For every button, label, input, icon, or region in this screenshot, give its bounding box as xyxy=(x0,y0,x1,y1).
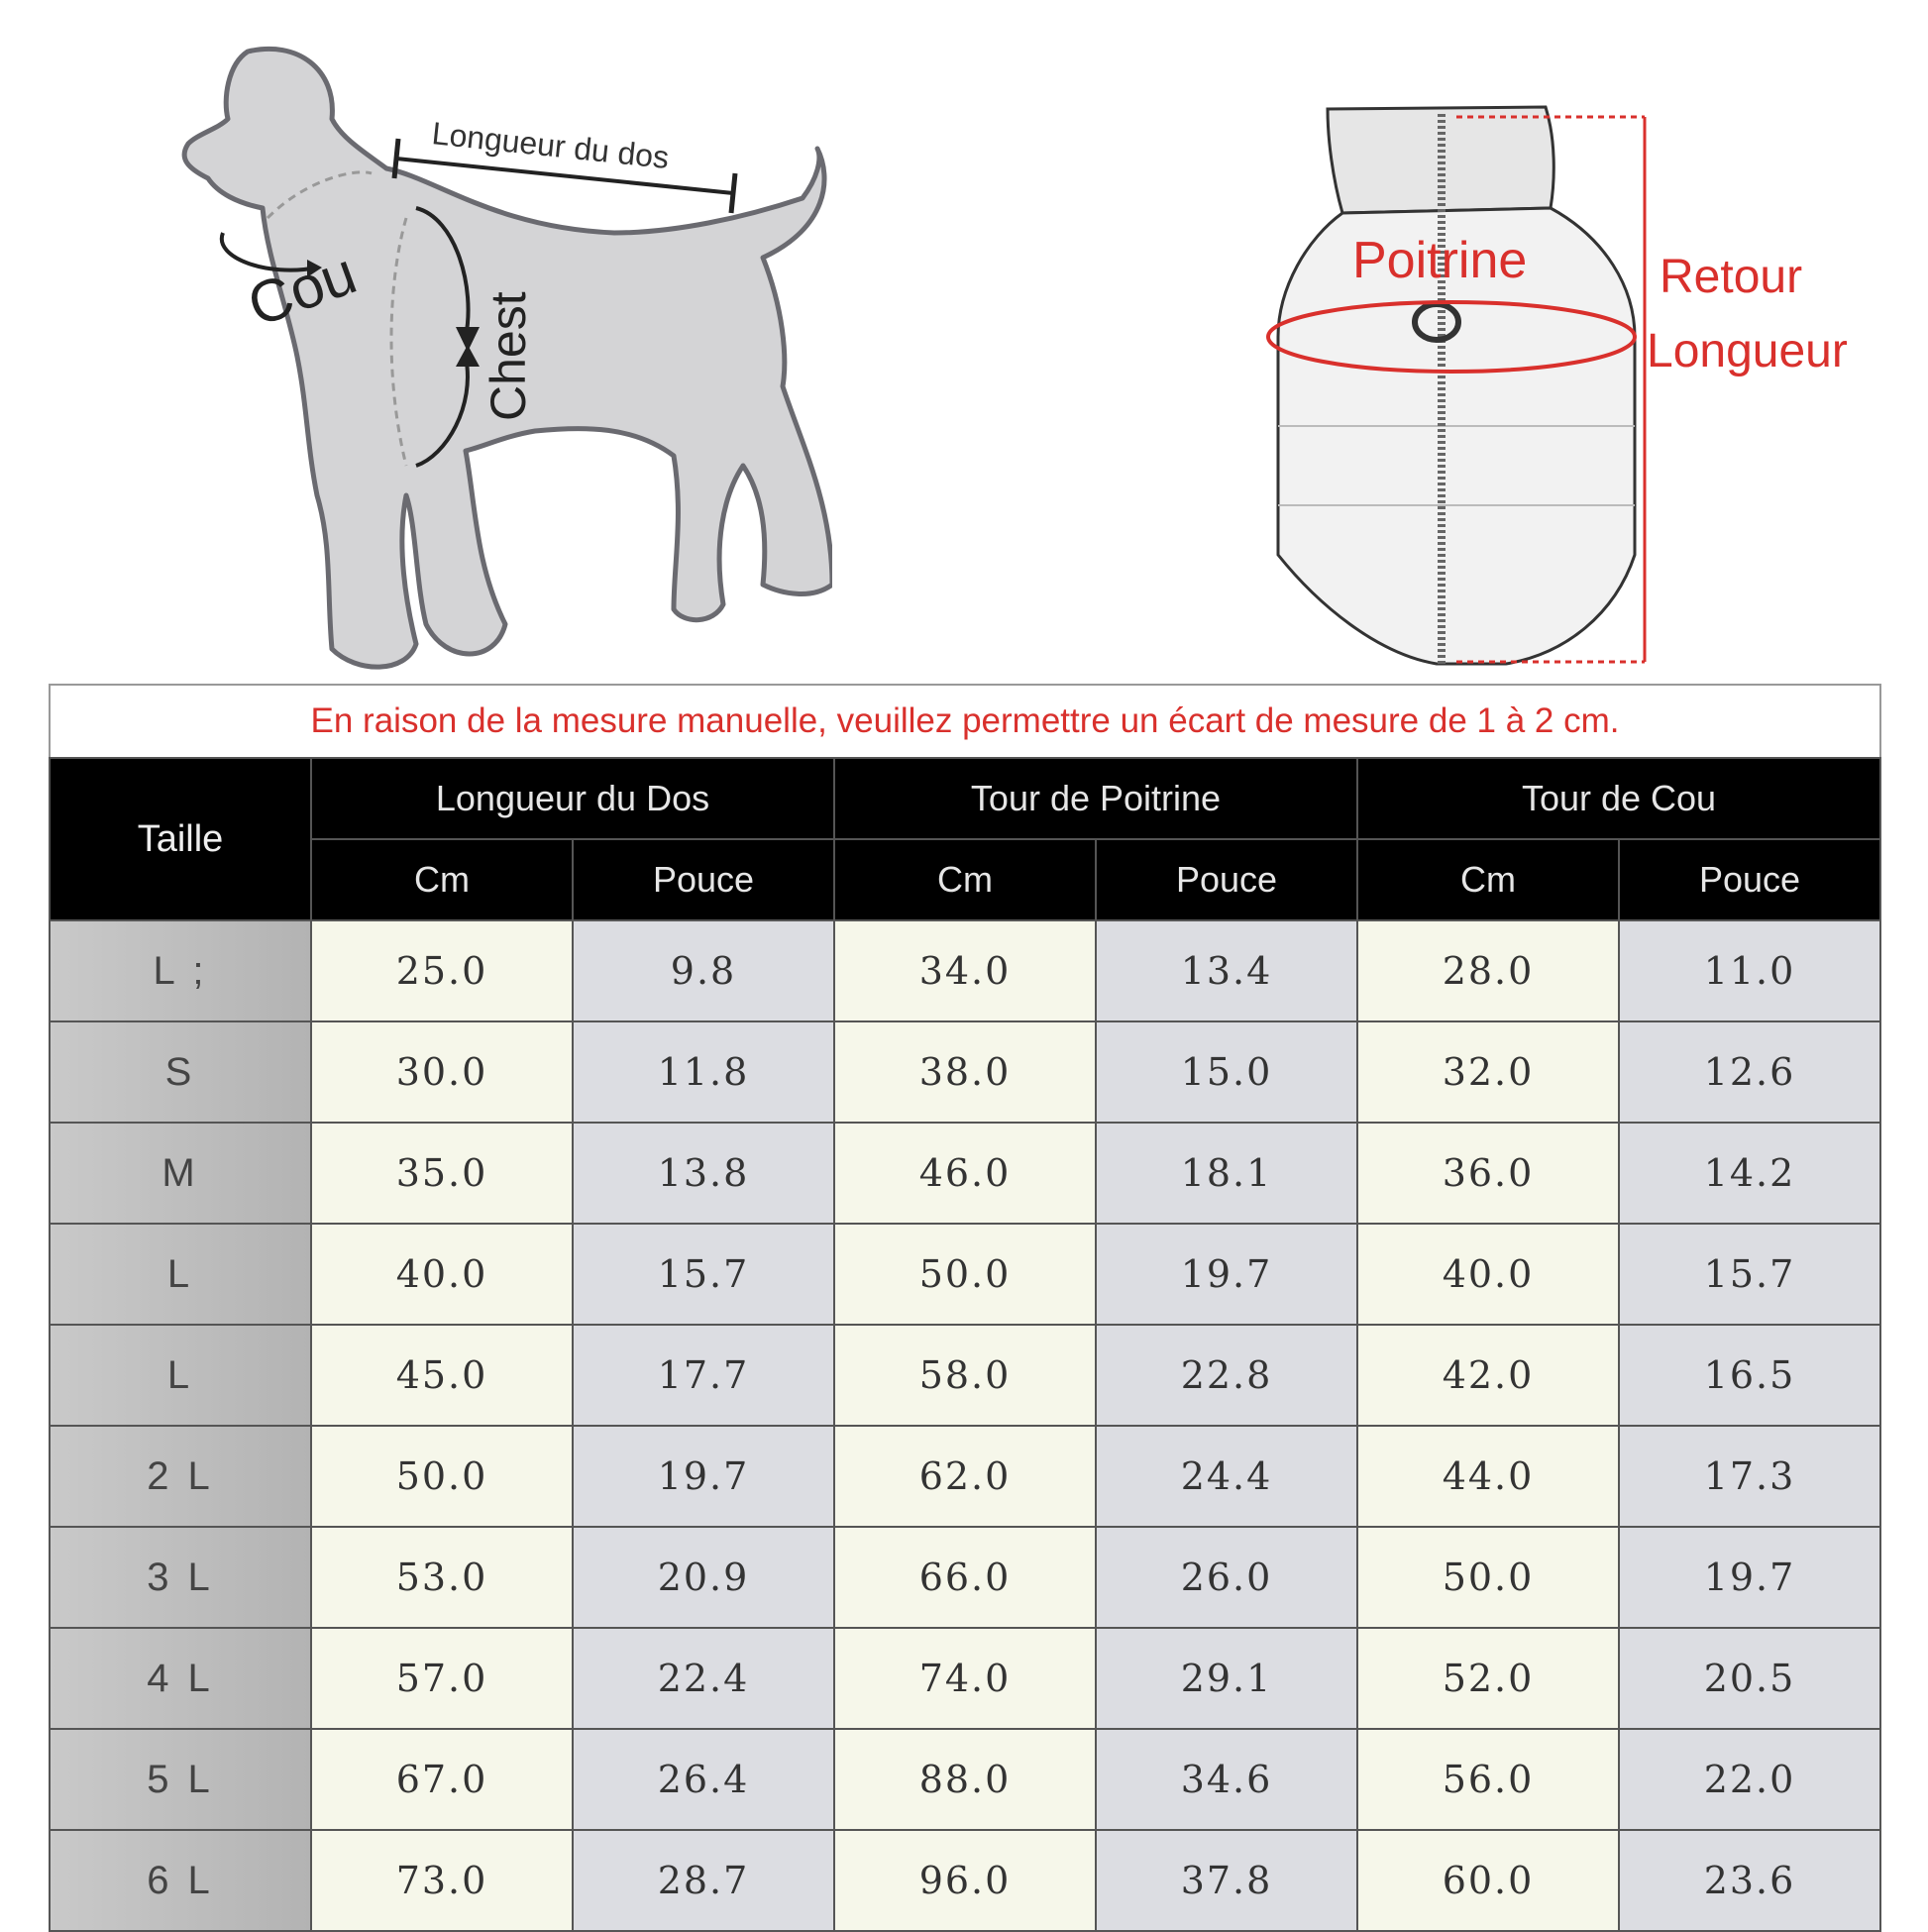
inch-value-cell: 22.0 xyxy=(1619,1729,1880,1830)
inch-value-cell: 22.4 xyxy=(573,1628,834,1729)
cm-value-cell: 28.0 xyxy=(1357,920,1619,1021)
dog-measurement-illustration xyxy=(119,30,832,684)
inch-value-cell: 15.7 xyxy=(573,1224,834,1325)
inch-value-cell: 16.5 xyxy=(1619,1325,1880,1426)
cm-value-cell: 56.0 xyxy=(1357,1729,1619,1830)
cm-value-cell: 46.0 xyxy=(834,1123,1096,1224)
inch-value-cell: 34.6 xyxy=(1096,1729,1357,1830)
cm-value-cell: 96.0 xyxy=(834,1830,1096,1931)
inch-value-cell: 26.0 xyxy=(1096,1527,1357,1628)
cm-value-cell: 67.0 xyxy=(311,1729,573,1830)
unit-header: Cm xyxy=(311,839,573,920)
inch-value-cell: 26.4 xyxy=(573,1729,834,1830)
inch-value-cell: 15.7 xyxy=(1619,1224,1880,1325)
size-cell: L ; xyxy=(50,920,311,1021)
size-table xyxy=(49,757,1881,1932)
cm-value-cell: 50.0 xyxy=(834,1224,1096,1325)
unit-header: Pouce xyxy=(1619,839,1880,920)
table-row xyxy=(50,1021,1880,1123)
cm-value-cell: 45.0 xyxy=(311,1325,573,1426)
cm-value-cell: 60.0 xyxy=(1357,1830,1619,1931)
unit-header: Cm xyxy=(834,839,1096,920)
group-header-chest: Tour de Poitrine xyxy=(834,758,1357,839)
cm-value-cell: 32.0 xyxy=(1357,1021,1619,1123)
inch-value-cell: 13.4 xyxy=(1096,920,1357,1021)
inch-value-cell: 9.8 xyxy=(573,920,834,1021)
inch-value-cell: 19.7 xyxy=(1096,1224,1357,1325)
cm-value-cell: 58.0 xyxy=(834,1325,1096,1426)
inch-value-cell: 20.5 xyxy=(1619,1628,1880,1729)
vest-collar xyxy=(1328,107,1553,213)
inch-value-cell: 12.6 xyxy=(1619,1021,1880,1123)
cm-value-cell: 25.0 xyxy=(311,920,573,1021)
inch-value-cell: 11.0 xyxy=(1619,920,1880,1021)
size-cell: 5 L xyxy=(50,1729,311,1830)
cm-value-cell: 40.0 xyxy=(1357,1224,1619,1325)
vest-measurement-illustration xyxy=(1258,89,1873,684)
cm-value-cell: 62.0 xyxy=(834,1426,1096,1527)
cm-value-cell: 52.0 xyxy=(1357,1628,1619,1729)
inch-value-cell: 20.9 xyxy=(573,1527,834,1628)
size-column-header: Taille xyxy=(50,758,311,920)
back-length-label: Longueur du dos xyxy=(430,115,671,176)
size-cell: 4 L xyxy=(50,1628,311,1729)
measurement-note: En raison de la mesure manuelle, veuillez permettre un écart de mesure de 1 à 2 cm. xyxy=(49,684,1881,757)
inch-value-cell: 17.7 xyxy=(573,1325,834,1426)
size-cell: L xyxy=(50,1325,311,1426)
inch-value-cell: 29.1 xyxy=(1096,1628,1357,1729)
cm-value-cell: 88.0 xyxy=(834,1729,1096,1830)
table-row xyxy=(50,1830,1880,1931)
vest-length-label-2: Longueur xyxy=(1647,325,1848,377)
cm-value-cell: 66.0 xyxy=(834,1527,1096,1628)
table-row xyxy=(50,1729,1880,1830)
inch-value-cell: 11.8 xyxy=(573,1021,834,1123)
cm-value-cell: 44.0 xyxy=(1357,1426,1619,1527)
table-row xyxy=(50,1123,1880,1224)
inch-value-cell: 22.8 xyxy=(1096,1325,1357,1426)
cm-value-cell: 35.0 xyxy=(311,1123,573,1224)
size-chart xyxy=(49,684,1881,1932)
inch-value-cell: 13.8 xyxy=(573,1123,834,1224)
size-cell: S xyxy=(50,1021,311,1123)
cm-value-cell: 38.0 xyxy=(834,1021,1096,1123)
size-cell: M xyxy=(50,1123,311,1224)
size-cell: 6 L xyxy=(50,1830,311,1931)
table-row xyxy=(50,920,1880,1021)
vest-chest-label: Poitrine xyxy=(1352,232,1528,289)
cm-value-cell: 50.0 xyxy=(1357,1527,1619,1628)
inch-value-cell: 23.6 xyxy=(1619,1830,1880,1931)
cm-value-cell: 50.0 xyxy=(311,1426,573,1527)
unit-header: Pouce xyxy=(573,839,834,920)
cm-value-cell: 36.0 xyxy=(1357,1123,1619,1224)
inch-value-cell: 18.1 xyxy=(1096,1123,1357,1224)
table-body xyxy=(50,920,1880,1931)
cm-value-cell: 40.0 xyxy=(311,1224,573,1325)
cm-value-cell: 53.0 xyxy=(311,1527,573,1628)
chest-label: Chest xyxy=(481,291,536,421)
size-cell: 2 L xyxy=(50,1426,311,1527)
vest-length-label-1: Retour xyxy=(1660,251,1803,303)
table-row xyxy=(50,1224,1880,1325)
inch-value-cell: 19.7 xyxy=(1619,1527,1880,1628)
inch-value-cell: 17.3 xyxy=(1619,1426,1880,1527)
cm-value-cell: 57.0 xyxy=(311,1628,573,1729)
cm-value-cell: 42.0 xyxy=(1357,1325,1619,1426)
cm-value-cell: 73.0 xyxy=(311,1830,573,1931)
inch-value-cell: 28.7 xyxy=(573,1830,834,1931)
size-cell: L xyxy=(50,1224,311,1325)
cm-value-cell: 74.0 xyxy=(834,1628,1096,1729)
neck-label: Cou xyxy=(239,239,365,340)
inch-value-cell: 15.0 xyxy=(1096,1021,1357,1123)
table-row xyxy=(50,1325,1880,1426)
unit-header: Cm xyxy=(1357,839,1619,920)
inch-value-cell: 14.2 xyxy=(1619,1123,1880,1224)
cm-value-cell: 34.0 xyxy=(834,920,1096,1021)
unit-header: Pouce xyxy=(1096,839,1357,920)
inch-value-cell: 37.8 xyxy=(1096,1830,1357,1931)
table-row xyxy=(50,1628,1880,1729)
table-row xyxy=(50,1527,1880,1628)
table-row xyxy=(50,1426,1880,1527)
size-cell: 3 L xyxy=(50,1527,311,1628)
inch-value-cell: 19.7 xyxy=(573,1426,834,1527)
cm-value-cell: 30.0 xyxy=(311,1021,573,1123)
group-header-neck: Tour de Cou xyxy=(1357,758,1880,839)
group-header-back-length: Longueur du Dos xyxy=(311,758,834,839)
inch-value-cell: 24.4 xyxy=(1096,1426,1357,1527)
